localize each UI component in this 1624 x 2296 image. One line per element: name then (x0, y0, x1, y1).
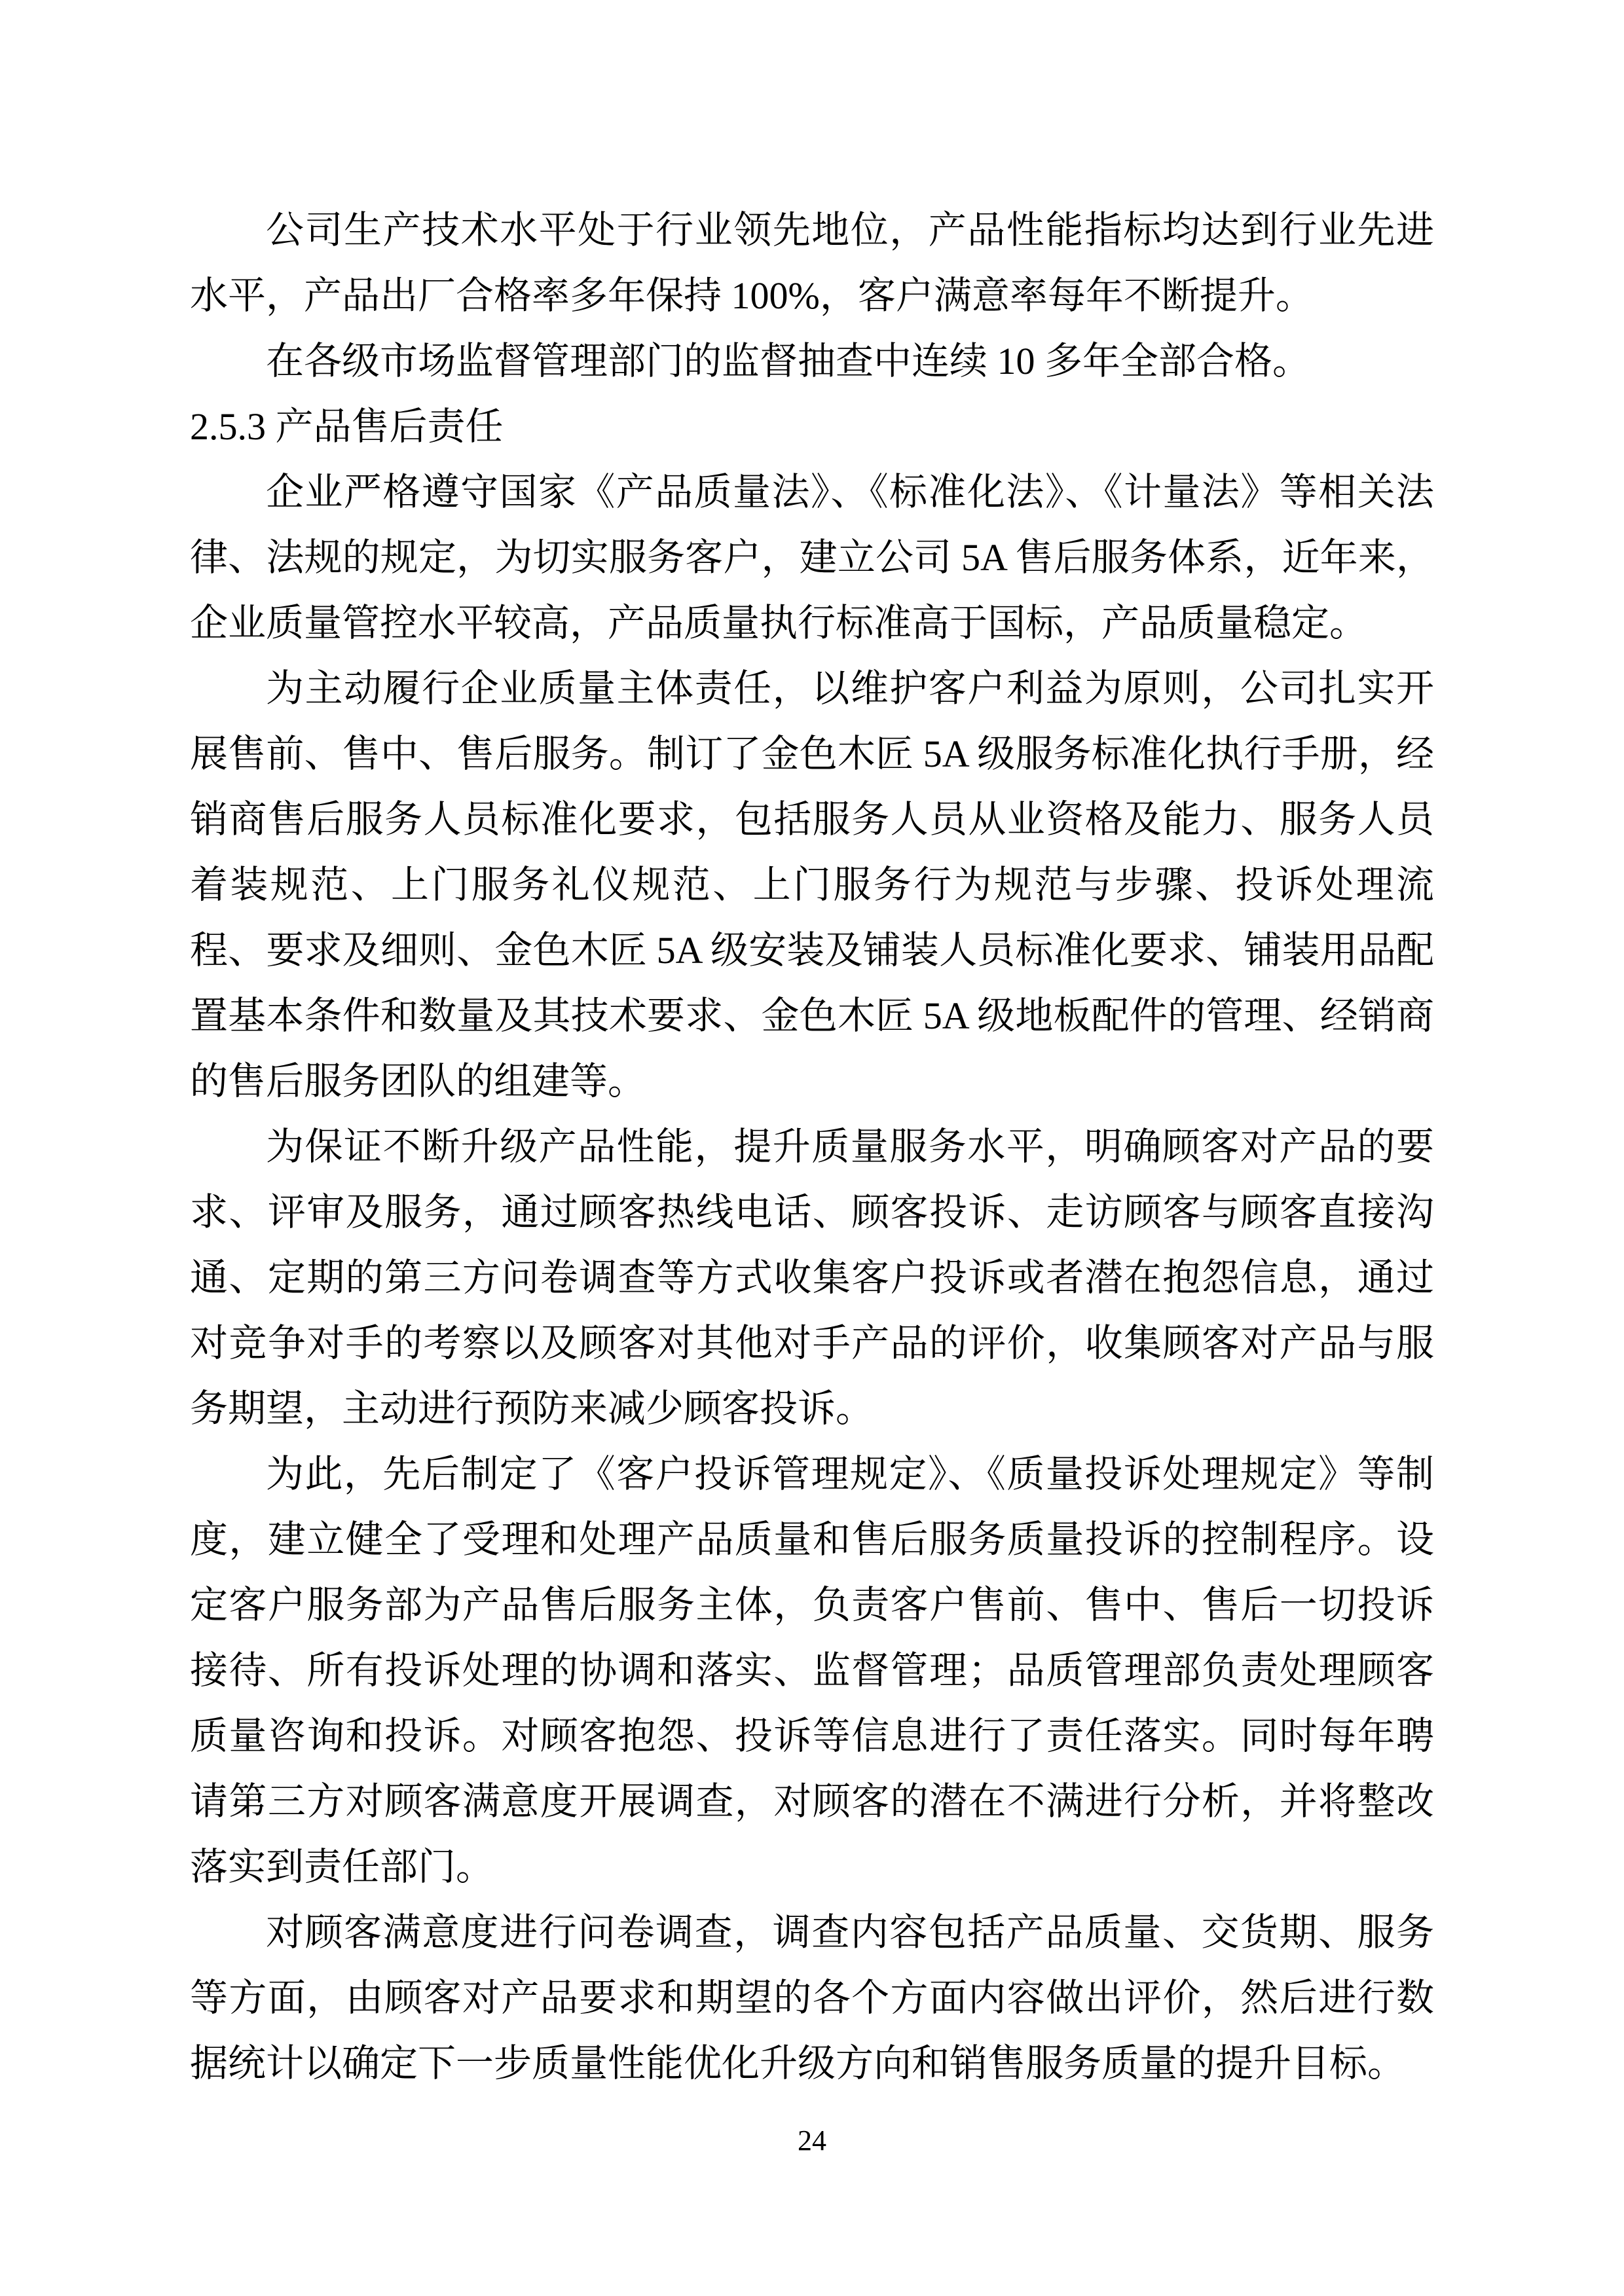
body-paragraph: 为主动履行企业质量主体责任，以维护客户利益为原则，公司扎实开展售前、售中、售后服务。制订了金色木匠 5A 级服务标准化执行手册，经销商售后服务人员标准化要求，包括服务人员从业资格及能力、服务人员着装规范、上门服务礼仪规范、上门服务行为规范与步骤、投诉处理流程、要求及细则、金色木匠 5A 级安装及铺装人员标准化要求、铺装用品配置基本条件和数量及其技术要求、金色木匠 5A 级地板配件的管理、经销商的售后服务团队的组建等。 (190, 667, 1434, 1102)
body-paragraph: 企业严格遵守国家《产品质量法》、《标准化法》、《计量法》等相关法律、法规的规定，为切实服务客户，建立公司 5A 售后服务体系，近年来，企业质量管控水平较高，产品质量执行标准高于国标，产品质量稳定。 (190, 471, 1434, 644)
body-paragraph: 为此，先后制定了《客户投诉管理规定》、《质量投诉处理规定》等制度，建立健全了受理和处理产品质量和售后服务质量投诉的控制程序。设定客户服务部为产品售后服务主体，负责客户售前、售中、售后一切投诉接待、所有投诉处理的协调和落实、监督管理；品质管理部负责处理顾客质量咨询和投诉。对顾客抱怨、投诉等信息进行了责任落实。同时每年聘请第三方对顾客满意度开展调查，对顾客的潜在不满进行分析，并将整改落实到责任部门。 (190, 1453, 1434, 1888)
body-paragraph: 对顾客满意度进行问卷调查，调查内容包括产品质量、交货期、服务等方面，由顾客对产品要求和期望的各个方面内容做出评价，然后进行数据统计以确定下一步质量性能优化升级方向和销售服务质量的提升目标。 (190, 1911, 1434, 2085)
document-body (190, 198, 1434, 2096)
page-number: 24 (798, 2124, 826, 2157)
body-paragraph: 为保证不断升级产品性能，提升质量服务水平，明确顾客对产品的要求、评审及服务，通过顾客热线电话、顾客投诉、走访顾客与顾客直接沟通、定期的第三方问卷调查等方式收集客户投诉或者潜在抱怨信息，通过对竞争对手的考察以及顾客对其他对手产品的评价，收集顾客对产品与服务期望，主动进行预防来减少顾客投诉。 (190, 1125, 1434, 1430)
section-heading: 2.5.3 产品售后责任 (190, 405, 504, 448)
body-paragraph: 公司生产技术水平处于行业领先地位，产品性能指标均达到行业先进水平，产品出厂合格率多年保持 100%，客户满意率每年不断提升。 (190, 209, 1434, 317)
body-paragraph: 在各级市场监督管理部门的监督抽查中连续 10 多年全部合格。 (266, 340, 1311, 382)
